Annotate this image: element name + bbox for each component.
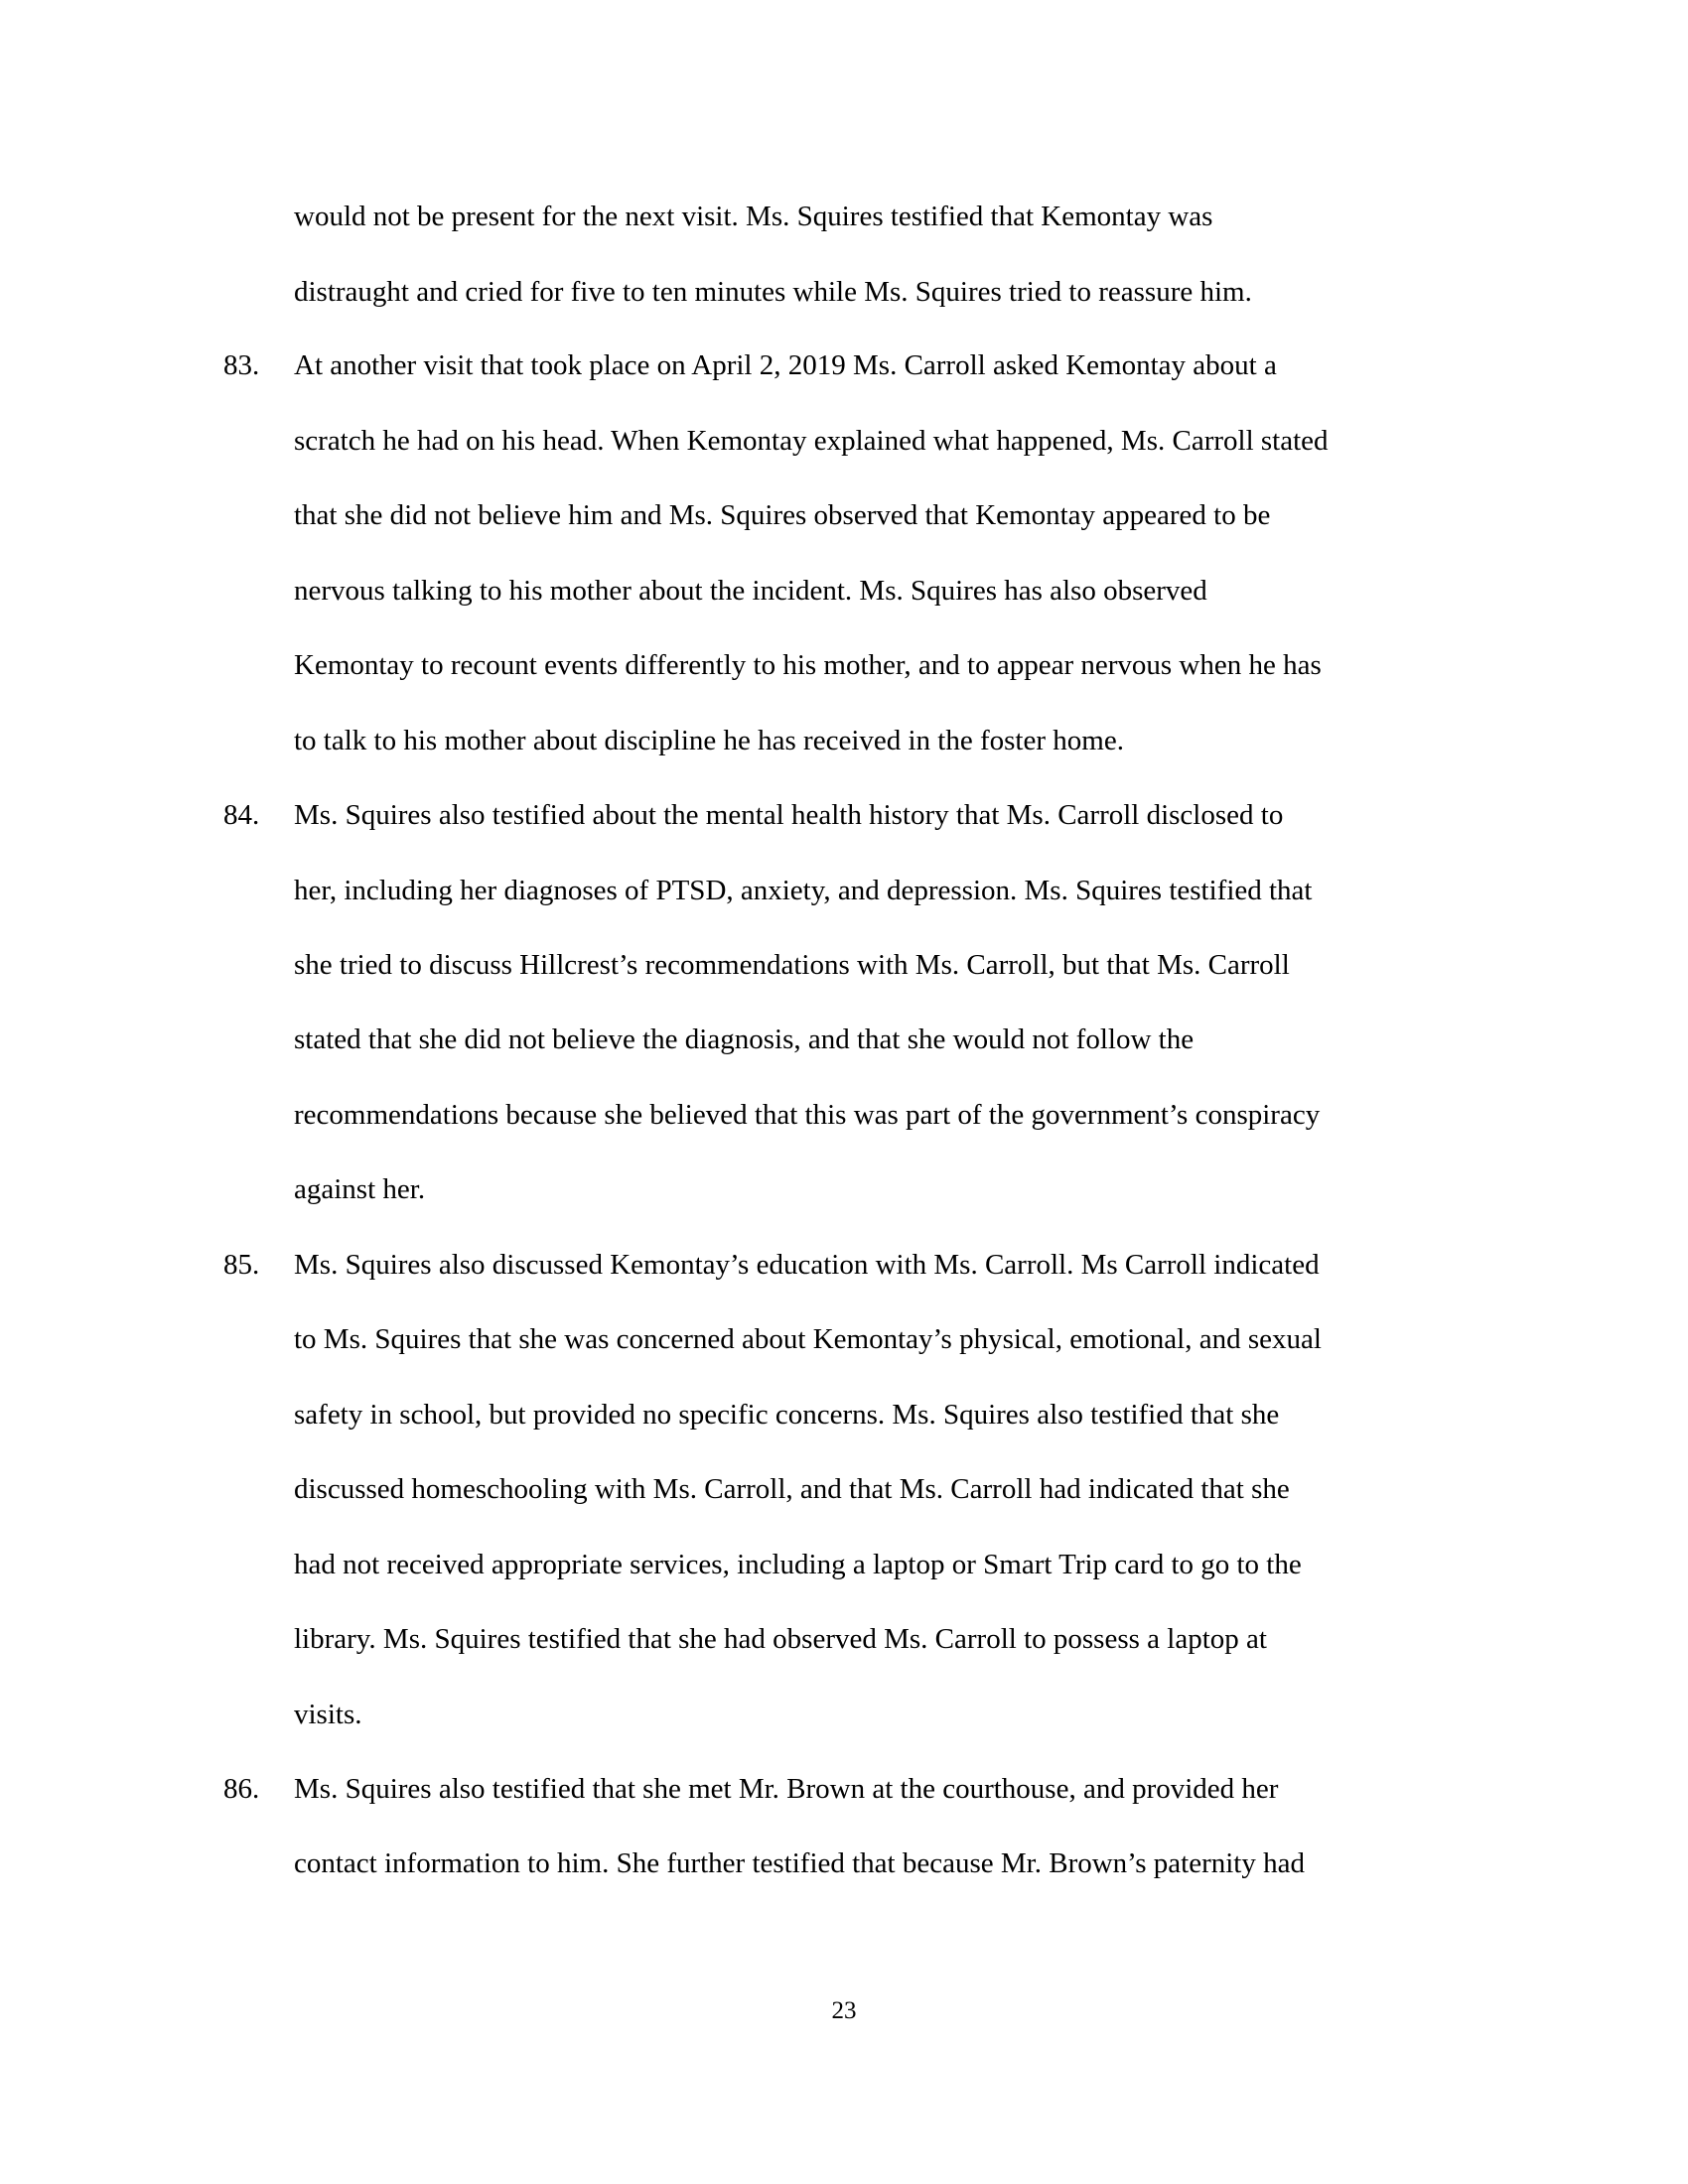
paragraph-line: against her. <box>294 1173 426 1205</box>
paragraph-line: Ms. Squires also discussed Kemontay’s education with Ms. Carroll. Ms Carroll indicated <box>294 1249 1320 1281</box>
paragraph-line: to talk to his mother about discipline he has received in the foster home. <box>294 725 1124 756</box>
paragraph-line: scratch he had on his head. When Kemontay explained what happened, Ms. Carroll stated <box>294 425 1329 457</box>
paragraph-number: 86. <box>223 1773 260 1805</box>
paragraph-line: that she did not believe him and Ms. Squires observed that Kemontay appeared to be <box>294 499 1271 531</box>
paragraph-line: recommendations because she believed that this was part of the government’s conspiracy <box>294 1099 1321 1131</box>
paragraph-line: discussed homeschooling with Ms. Carroll, and that Ms. Carroll had indicated that she <box>294 1473 1290 1505</box>
paragraph-number: 83. <box>223 349 260 381</box>
paragraph-line: Ms. Squires also testified that she met Mr. Brown at the courthouse, and provided her <box>294 1773 1279 1805</box>
paragraph-line: safety in school, but provided no specific concerns. Ms. Squires also testified that she <box>294 1399 1280 1431</box>
paragraph-line: had not received appropriate services, including a laptop or Smart Trip card to go to the <box>294 1549 1302 1580</box>
paragraph-line: library. Ms. Squires testified that she had observed Ms. Carroll to possess a laptop at <box>294 1623 1267 1655</box>
paragraph-line: nervous talking to his mother about the incident. Ms. Squires has also observed <box>294 575 1207 607</box>
page-number: 23 <box>831 1997 857 2024</box>
paragraph-line: stated that she did not believe the diagnosis, and that she would not follow the <box>294 1024 1195 1055</box>
paragraph-line: Kemontay to recount events differently to his mother, and to appear nervous when he has <box>294 649 1322 681</box>
paragraph-line: visits. <box>294 1699 362 1730</box>
paragraph-line: Ms. Squires also testified about the mental health history that Ms. Carroll disclosed to <box>294 799 1284 831</box>
continuation-line: would not be present for the next visit. Ms. Squires testified that Kemontay was <box>294 201 1213 232</box>
paragraph-line: she tried to discuss Hillcrest’s recommendations with Ms. Carroll, but that Ms. Carroll <box>294 949 1290 981</box>
paragraph-number: 84. <box>223 799 260 831</box>
paragraph-line: At another visit that took place on April 2, 2019 Ms. Carroll asked Kemontay about a <box>294 349 1277 381</box>
paragraph-line: her, including her diagnoses of PTSD, anxiety, and depression. Ms. Squires testified that <box>294 875 1313 906</box>
paragraph-line: to Ms. Squires that she was concerned about Kemontay’s physical, emotional, and sexual <box>294 1323 1322 1355</box>
paragraph-line: contact information to him. She further testified that because Mr. Brown’s paternity had <box>294 1847 1305 1879</box>
paragraph-number: 85. <box>223 1249 260 1281</box>
continuation-line: distraught and cried for five to ten minutes while Ms. Squires tried to reassure him. <box>294 276 1252 308</box>
